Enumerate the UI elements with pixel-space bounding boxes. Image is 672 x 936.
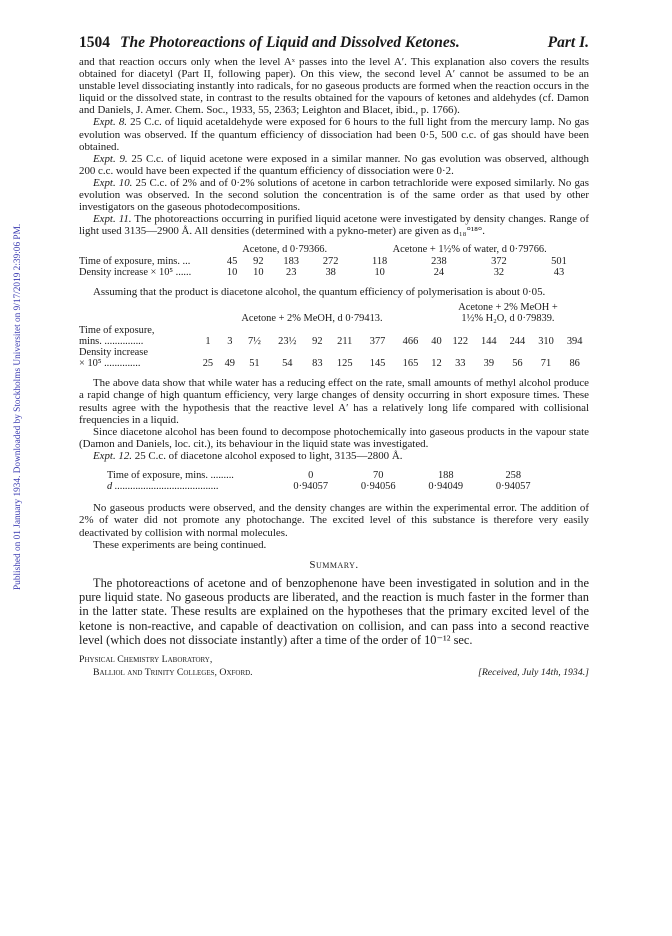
table-cell: 23½ <box>278 335 297 347</box>
table-cell: 0·94057 <box>293 481 329 493</box>
table2-row2-label1: Density increase <box>79 346 148 358</box>
received-date: [Received, July 14th, 1934.] <box>478 666 589 678</box>
table-cell: 43 <box>553 266 565 278</box>
experiment-10 <box>79 177 589 213</box>
table-cell: 40 <box>431 335 442 347</box>
experiment-10-text: 25 C.c. of 2% and of 0·2% solutions of acetone in carbon tetrachloride were exposed similarly. No gas evolution was observed. In the second solution the concentration is of the same order as that used by other investigators on the gaseous photodecompositions. <box>79 176 589 214</box>
experiment-9 <box>79 153 589 177</box>
table3-row2-label: d ........................................ <box>107 481 219 493</box>
table-cell: 244 <box>509 335 526 347</box>
table-cell: 0 <box>308 469 314 481</box>
table-cell: 51 <box>249 358 260 370</box>
table1-head-water: Acetone + 1½% of water, d 0·79766. <box>392 244 547 256</box>
diacetone-density-table <box>107 470 547 492</box>
table-cell: 211 <box>337 335 353 347</box>
experiment-12-text: 25 C.c. of diacetone alcohol exposed to light, 3135—2800 Å. <box>134 449 403 462</box>
table-cell: 0·94049 <box>428 481 464 493</box>
summary-text: The photoreactions of acetone and of benzophenone have been investigated in solution and in the pure liquid state. No gaseous products are liberated, and the reaction is much faster in the former than in the latter state. These results are explained on the hypotheses that the primary excited level of the ketone is non-reactive, and capable of deactivation on collision, and can pass into a second reactive level (which does not dissociate instantly) after a time of the order of 10⁻¹² sec. <box>79 575 589 647</box>
table-cell: 10 <box>253 266 264 278</box>
table-cell: 92 <box>253 255 264 267</box>
table-cell: 183 <box>283 255 299 267</box>
table-cell: 24 <box>433 266 445 278</box>
paragraph-reaction: and that reaction occurs only when the level Aˣ passes into the level A′. This explanation also covers the results obtained for diacetyl (Part II, following paper). On this view, the second level A′ cannot be assumed to be an unstable level dissociating instantly into radicals, for no gaseous products are formed when the reaction occurs in the liquid or the dissolved state, in contrast to the results obtained for the vapours of ketones and aldehydes (cf. Damon and Daniels, J. Amer. Chem. Soc., 1933, 55, 2363; Leighton and Blacet, ibid., p. 1766). <box>79 56 589 117</box>
acetone-density-table <box>79 244 589 278</box>
table2-row1-label1: Time of exposure, <box>79 324 155 336</box>
download-sidebar <box>2 150 23 590</box>
table-cell: 0·94057 <box>495 481 531 493</box>
table-cell: 145 <box>369 358 386 370</box>
experiment-9-label: Expt. 9. <box>93 152 128 165</box>
table1-row2-label: Density increase × 10⁵ ...... <box>79 266 192 278</box>
experiment-11 <box>79 213 589 237</box>
footer <box>79 654 589 679</box>
experiment-8-label: Expt. 8. <box>93 116 128 129</box>
table-cell: 45 <box>226 255 238 267</box>
running-header <box>79 34 589 52</box>
table-cell: 125 <box>336 358 353 370</box>
table1-row1-label: Time of exposure, mins. ... <box>79 255 191 267</box>
table-cell: 188 <box>437 469 454 481</box>
paragraph-no-gas: No gaseous products were observed, and the density changes are within the experimental error. The addition of 2% of water did not promote any photochange. The excited level of this substance is therefore very easily deactivated by collision with normal molecules. <box>79 502 589 539</box>
table2-head-a: Acetone + 2% MeOH, d 0·79413. <box>241 313 383 325</box>
paragraph-assume: Assuming that the product is diacetone alcohol, the quantum efficiency of polymerisation is about 0·05. <box>93 286 546 299</box>
experiment-12-label: Expt. 12. <box>93 449 133 462</box>
table-cell: 466 <box>402 335 419 347</box>
table-cell: 23 <box>286 266 297 278</box>
college-name: Balliol and Trinity Colleges, Oxford. <box>93 666 253 678</box>
table3-row1-label: Time of exposure, mins. ......... <box>107 469 234 481</box>
methanol-density-table <box>79 302 589 369</box>
page-body <box>79 34 589 679</box>
experiment-11-label: Expt. 11. <box>93 213 132 226</box>
paragraph-continued: These experiments are being continued. <box>93 538 267 551</box>
page-number: 1504 <box>79 34 110 51</box>
table-cell: 33 <box>455 358 466 370</box>
table-cell: 258 <box>505 469 522 481</box>
table2-row1-label2: mins. ............... <box>79 335 144 347</box>
table-cell: 272 <box>322 255 339 267</box>
table-cell: 7½ <box>247 335 261 347</box>
paragraph-diacetone: Since diacetone alcohol has been found to decompose photochemically into gaseous products in the vapour state (Damon and Daniels, loc. cit.), its behaviour in the liquid state was investigated. <box>79 425 589 450</box>
table-row <box>79 336 589 347</box>
download-notice: Published on 01 January 1934. Downloaded by Stockholms Universitet on 9/17/2019 2:39:06 PM. <box>13 223 23 590</box>
table-cell: 1 <box>205 335 211 347</box>
table-cell: 38 <box>325 266 336 278</box>
running-part: Part I. <box>547 34 589 51</box>
experiment-10-label: Expt. 10. <box>93 176 133 189</box>
experiment-9-text: 25 C.c. of liquid acetone were exposed in a similar manner. No gas evolution was observed, although 200 c.c. would have been expected if the quantum efficiency of dissociation were 0·2. <box>79 152 589 177</box>
experiment-8 <box>79 116 589 152</box>
experiment-12 <box>79 450 589 462</box>
table-cell: 501 <box>551 255 567 267</box>
table-cell: 39 <box>483 358 495 370</box>
table-cell: 56 <box>512 358 523 370</box>
table-cell: 165 <box>402 358 419 370</box>
table-row <box>79 267 589 278</box>
table-cell: 310 <box>538 335 554 347</box>
table-cell: 238 <box>431 255 447 267</box>
table-row <box>79 358 589 369</box>
table-cell: 10 <box>226 266 238 278</box>
table-cell: 372 <box>491 255 507 267</box>
table-cell: 86 <box>569 358 580 370</box>
table2-row2-label2: × 10⁵ .............. <box>79 358 141 370</box>
table-cell: 377 <box>369 335 386 347</box>
table-cell: 144 <box>481 335 497 347</box>
table2-head-b2: 1½% H₂O, d 0·79839. <box>461 313 555 325</box>
table-cell: 32 <box>493 266 505 278</box>
experiment-11-text: The photoreactions occurring in purified liquid acetone were investigated by density changes. Range of light used 3135—2900 Å. All densities (determined with a pykno-meter) are given as d₁₈°¹⁸°. <box>79 213 590 238</box>
table-cell: 10 <box>374 266 385 278</box>
table-cell: 122 <box>452 335 469 347</box>
table-cell: 394 <box>566 335 583 347</box>
table-cell: 12 <box>431 358 442 370</box>
table-cell: 83 <box>312 358 323 370</box>
paragraph-above-data: The above data show that while water has a reducing effect on the rate, small amounts of methyl alcohol produce a rapid change of high quantum efficiency, very large changes of density occurring in short exposure times. These results agree with the hypothesis that the reactive level A′ has a relatively long life compared with collisional frequencies in a liquid. <box>79 377 589 426</box>
table-cell: 118 <box>372 255 388 267</box>
table-row <box>107 481 547 492</box>
table-cell: 25 <box>202 358 214 370</box>
table-cell: 92 <box>312 335 323 347</box>
table-row <box>79 256 589 267</box>
table-cell: 3 <box>227 335 233 347</box>
experiment-8-text: 25 C.c. of liquid acetaldehyde were exposed for 6 hours to the full light from the mercury lamp. No gas evolution was observed. If the quantum efficiency of dissociation had been 0·5, 500 c.c. of gas should have been obtained. <box>79 116 589 153</box>
table2-head-b1: Acetone + 2% MeOH + <box>458 302 558 314</box>
summary-heading: Summary. <box>309 558 359 571</box>
table-cell: 54 <box>282 358 293 370</box>
running-title: The Photoreactions of Liquid and Dissolved Ketones. <box>120 34 460 51</box>
table-cell: 49 <box>224 358 235 370</box>
table1-head-acetone: Acetone, d 0·79366. <box>242 244 328 256</box>
table-cell: 70 <box>373 469 384 481</box>
table-cell: 71 <box>540 358 552 370</box>
lab-name: Physical Chemistry Laboratory, <box>79 654 213 666</box>
table-row <box>107 470 547 481</box>
table-cell: 0·94056 <box>360 481 396 493</box>
